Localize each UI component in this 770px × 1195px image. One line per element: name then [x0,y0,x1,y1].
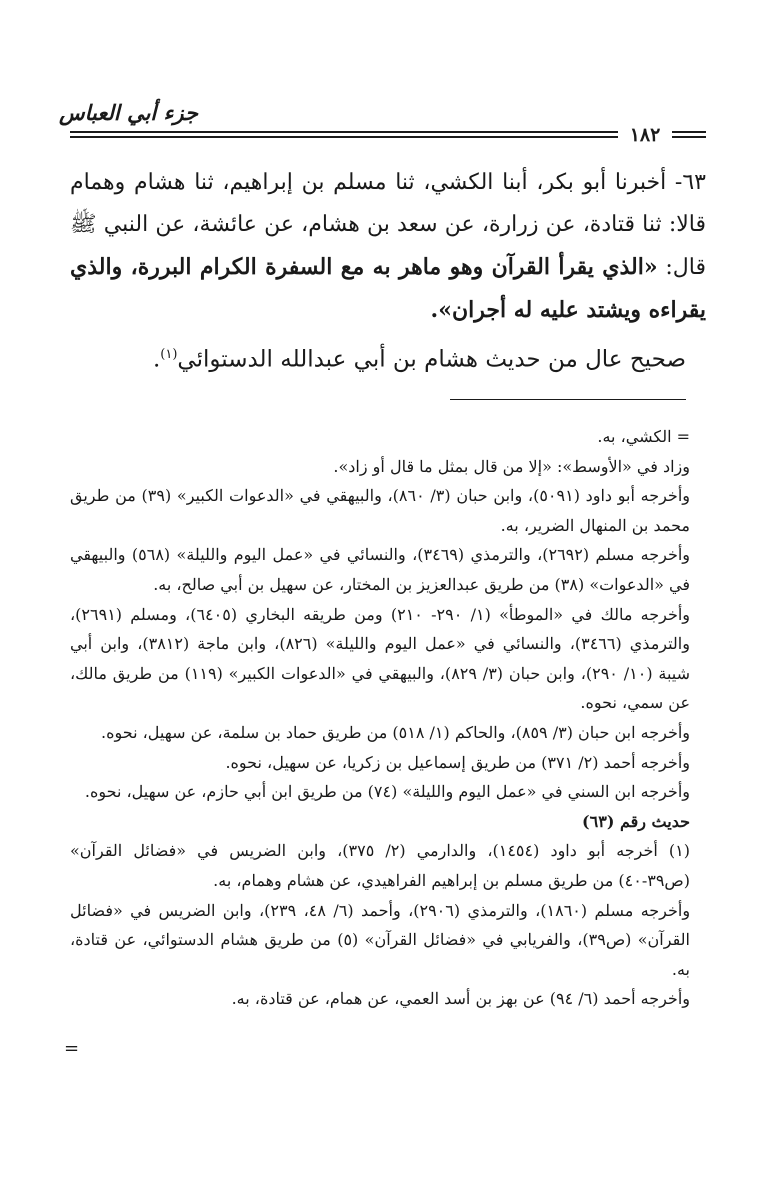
grading-end: . [152,346,161,373]
continuation-mark: = [64,1038,80,1059]
footnote-line: وأخرجه أبو داود (٥٠٩١)، وابن حبان (٣/ ٨٦٠)، والبيهقي في «الدعوات الكبير» (٣٩) من طريق محمد بن المنهال الضرير، به. [70,486,690,535]
hadith-grading [70,334,706,381]
grading-text: صحيح عال من حديث هشام بن أبي عبدالله الدستوائي [177,346,686,373]
header-rule-right-top [672,131,706,133]
footnote-line: (١) أخرجه أبو داود (١٤٥٤)، والدارمي (٢/ ٣٧٥)، وابن الضريس في «فضائل القرآن» (ص٣٩-٤٠) من طريق مسلم بن إبراهيم الفراهيدي، عن هشام وهمام، به. [70,841,691,890]
footnote-line: وأخرجه ابن السني في «عمل اليوم والليلة» (٧٤) من طريق ابن أبي حازم، عن سهيل، نحوه. [84,782,690,802]
page-number: ١٨٢ [618,122,672,148]
footnote-line: وزاد في «الأوسط»: «إلا من قال بمثل ما قال أو زاد». [333,456,690,476]
header-rule-bottom [70,136,618,138]
footnote-line: = الكشي، به. [597,427,690,446]
footnote-line: وأخرجه ابن حبان (٣/ ٨٥٩)، والحاكم (١/ ٥١٨) من طريق حماد بن سلمة، عن سهيل، نحوه. [101,722,690,742]
footnote-line: وأخرجه مسلم (١٨٦٠)، والترمذي (٢٩٠٦)، وأحمد (٦/ ٤٨، ٢٣٩)، وابن الضريس في «فضائل القرآن» (ص٣٩)، والفريابي في «فضائل القرآن» (٥) من طريق هشام الدستوائي، عن قتادة، به. [70,900,691,979]
hadith-isnad: ٦٣- أخبرنا أبو بكر، أبنا الكشي، ثنا مسلم بن إبراهيم، ثنا هشام وهمام قالا: ثنا قتادة، عن زرارة، عن سعد بن هشام، عن عائشة، عن النبي ﷺ قال: [70,170,706,280]
page-number-bar [70,122,706,148]
footnote-line: وأخرجه أحمد (٢/ ٣٧١) من طريق إسماعيل بن زكريا، عن سهيل، نحوه. [225,752,690,772]
hadith-body [70,162,706,332]
running-header-title: جزء أبي العباس [59,100,198,125]
footnote-line: وأخرجه مسلم (٢٦٩٢)، والترمذي (٣٤٦٩)، والنسائي في «عمل اليوم والليلة» (٥٦٨) والبيهقي في «الدعوات» (٣٨) من طريق عبدالعزيز بن المختار، عن سهيل بن أبي صالح، به. [70,545,691,594]
hadith-text [70,162,706,381]
footnote-line: وأخرجه مالك في «الموطأ» (١/ ٢٩٠- ٢١٠) ومن طريقه البخاري (٦٤٠٥)، ومسلم (٢٦٩١)، والترمذي (٣٤٦٦)، والنسائي في «عمل اليوم والليلة» (٨٢٦)، وابن ماجة (٣٨١٢)، وابن أبي شيبة (١٠/ ٢٩٠)، وابن حبان (٣/ ٨٢٩)، والبيهقي في «الدعوات الكبير» (١١٩) من طريق مالك، عن سمي، نحوه. [70,604,691,713]
footnote-reference: (١) [160,347,178,362]
header-rule-right-bottom [672,136,706,138]
footnote-separator [450,399,686,400]
header-rule-top [70,131,618,133]
hadith-number-heading: حديث رقم (٦٣) [582,811,690,831]
hadith-matn: «الذي يقرأ القرآن وهو ماهر به مع السفرة الكرام البررة، والذي يقراءه ويشتد عليه له أجران». [70,254,706,323]
footnotes [70,422,690,1014]
footnote-line: وأخرجه أحمد (٦/ ٩٤) عن بهز بن أسد العمي، عن همام، عن قتادة، به. [231,989,690,1009]
